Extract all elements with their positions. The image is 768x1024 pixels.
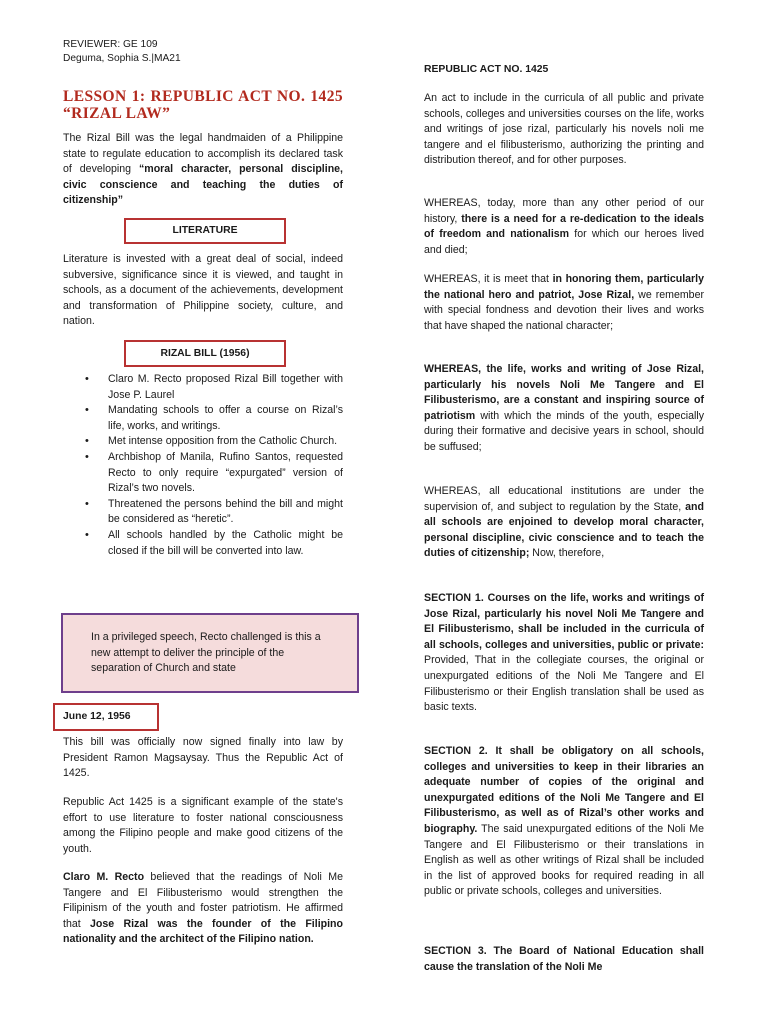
whereas-3-tail: with which the minds of the youth, especially during their formative and decisive years in school, should be suffused;: [424, 409, 704, 453]
whereas-4-bold: and all schools are enjoined to develop moral character, personal discipline, civic conscience and to teach the duties of citizenship;: [424, 500, 704, 560]
privileged-speech-callout: [61, 613, 359, 693]
rizal-founder-statement: Jose Rizal was the founder of the Filipino nationality and the architect of the Filipino nation.: [63, 917, 343, 946]
recto-name: Claro M. Recto: [63, 871, 145, 883]
reviewer-label: REVIEWER: GE 109: [63, 39, 158, 50]
author-line: Deguma, Sophia S.|MA21: [63, 53, 181, 64]
section-3-bold: SECTION 3. The Board of National Education shall cause the translation of the Noli Me: [424, 945, 704, 973]
whereas-3: [424, 362, 704, 456]
document-header: [63, 38, 181, 66]
rizal-bill-label-box: [124, 340, 286, 367]
signed-into-law-paragraph: This bill was officially now signed finally into law by President Ramon Magsaysay. Thus the Republic Act of 1425.: [63, 736, 343, 780]
section-2-text: The said unexpurgated editions of the Noli Me Tangere and El Filibusterismo or their translations in English as well as other writings of Rizal shall be included in the list of approved books for required reading in all public or private schools, colleges and universities.: [424, 822, 704, 898]
whereas-2-tail: we remember with special fondness and devotion their lives and works that have shaped the national character;: [424, 288, 704, 332]
intro-paragraph: [63, 131, 343, 209]
literature-label-box: [124, 218, 286, 244]
section-1-bold: SECTION 1. Courses on the life, works and writings of Jose Rizal, particularly his novel Noli Me Tangere and El Filibusterismo, shall be included in the curricula of all schools, colleges and universities, public or private:: [424, 592, 704, 651]
date-label-box: [53, 703, 159, 731]
whereas-2-bold: in honoring them, particularly the national hero and patriot, Jose Rizal,: [424, 273, 704, 301]
section-2: [424, 744, 704, 900]
section-2-bold: SECTION 2. It shall be obligatory on all schools, colleges and universities to keep in their libraries an adequate number of copies of the original and unexpurgated editions of the Noli Me Tangere and El Filibusterismo, as well as of Rizal’s other works and biography.: [424, 745, 704, 835]
section-3: [424, 944, 704, 975]
intro-bold-quote: “moral character, personal discipline, civic conscience and teaching the duties of citizenship”: [63, 163, 343, 207]
section-1-text: Provided, That in the collegiate courses, the original or unexpurgated editions of the Noli Me Tangere and El Filibusterismo or their English translation shall be used as basic texts.: [424, 654, 704, 714]
recto-belief-text: believed that the readings of Noli Me Tangere and El Filibusterismo would strengthen the Filipinism of the youth and foster patriotism. He affirmed that: [63, 871, 343, 930]
list-item: • Threatened the persons behind the bill and might be considered as “heretic”.: [63, 497, 343, 528]
significance-paragraph: Republic Act 1425 is a significant example of the state's effort to use literature to foster national consciousness among the Filipino people and make good citizens of the youth.: [63, 796, 343, 855]
list-item: • Mandating schools to offer a course on Rizal’s life, works, and writings.: [63, 403, 343, 434]
rizal-bill-label: RIZAL BILL (1956): [160, 348, 250, 359]
recto-belief-paragraph: [63, 870, 343, 948]
date-label: June 12, 1956: [63, 711, 131, 722]
list-item: • All schools handled by the Catholic might be closed if the bill will be converted into law.: [63, 528, 343, 559]
whereas-4: [424, 484, 704, 562]
whereas-1-bold: there is a need for a re-dedication to the ideals of freedom and nationalism: [424, 212, 704, 241]
callout-text: In a privileged speech, Recto challenged is this a new attempt to deliver the principle of the separation of Church and state: [91, 631, 321, 675]
whereas-1-tail: for which our heroes lived and died;: [424, 228, 705, 256]
whereas-1-text: WHEREAS, today, more than any other period of our history,: [424, 197, 704, 225]
intro-text: The Rizal Bill was the legal handmaiden of a Philippine state to regulate education to accomplish its declared task of developing: [63, 132, 343, 176]
literature-paragraph: Literature is invested with a great deal of social, indeed subversive, significance since it is viewed, and taught in schools, as a document of the achievements, development and transformation of Philippine society, culture, and nation.: [63, 253, 343, 328]
list-item: • Claro M. Recto proposed Rizal Bill together with Jose P. Laurel: [63, 372, 343, 403]
section-1: [424, 591, 704, 716]
whereas-4-text: WHEREAS, all educational institutions are under the supervision of, and subject to regulation by the State,: [424, 485, 704, 513]
act-heading: REPUBLIC ACT NO. 1425: [424, 64, 549, 75]
list-item: • Met intense opposition from the Catholic Church.: [63, 434, 343, 450]
lesson-title: LESSON 1: REPUBLIC ACT NO. 1425 “RIZAL LAW”: [63, 88, 343, 122]
whereas-1: [424, 196, 704, 258]
rizal-bill-bullet-list: [63, 372, 343, 559]
whereas-4-tail: Now, therefore,: [529, 547, 605, 560]
literature-label: LITERATURE: [172, 225, 238, 236]
list-item: • Archbishop of Manila, Rufino Santos, requested Recto to only require “expurgated” version of Rizal’s two novels.: [63, 450, 343, 497]
whereas-2-text: WHEREAS, it is meet that: [424, 273, 553, 285]
act-preamble: An act to include in the curricula of all public and private schools, colleges and universities courses on the life, works and writings of jose rizal, particularly his novels noli me tangere and el filibusterismo, authorizing the printing and distribution thereof, and for other purposes.: [424, 92, 704, 167]
whereas-2: [424, 272, 704, 334]
whereas-3-bold: WHEREAS, the life, works and writing of Jose Rizal, particularly his novels Noli Me Tangere and El Filibusterismo, are a constant and inspiring source of patriotism: [424, 363, 704, 422]
